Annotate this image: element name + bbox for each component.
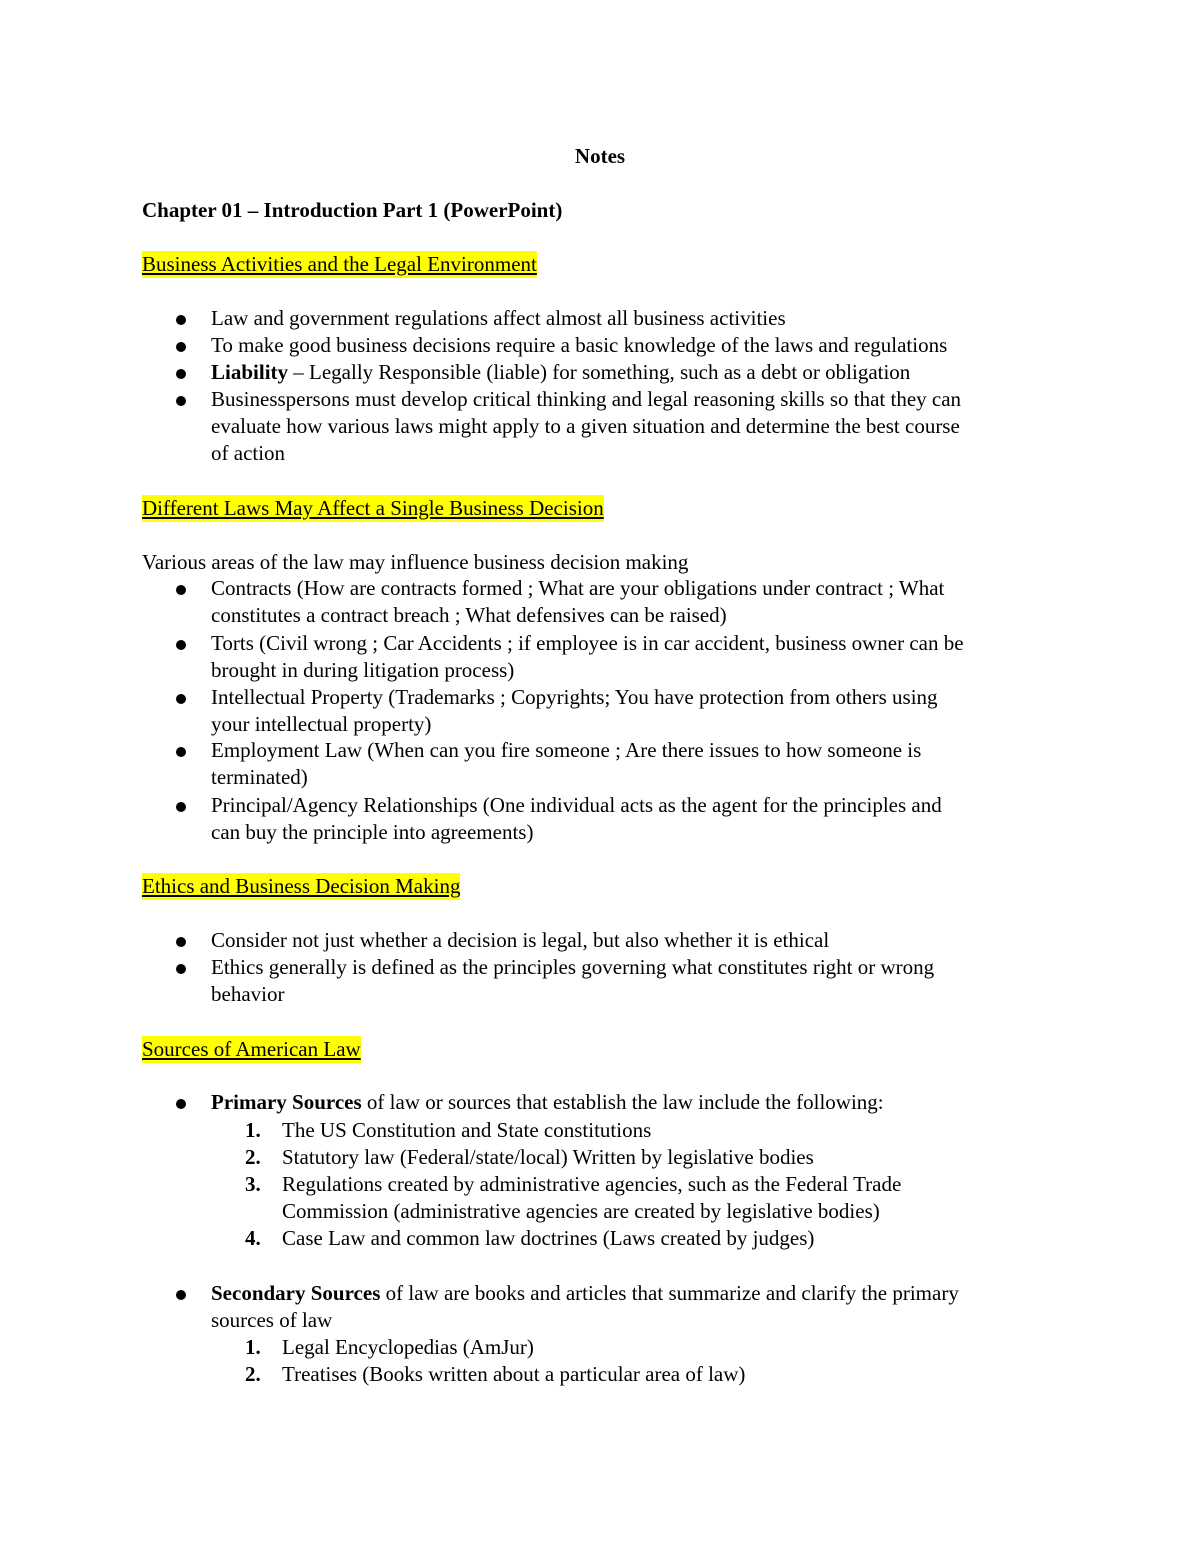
secondary-sources-text: of law are books and articles that summarize and clarify the primary [380, 1281, 959, 1305]
list-item-line: Businesspersons must develop critical thinking and legal reasoning skills so that they can [211, 387, 962, 411]
numbered-item: Statutory law (Federal/state/local) Written by legislative bodies [282, 1145, 814, 1169]
section-heading-ethics: Ethics and Business Decision Making [142, 874, 461, 898]
list-item-line: evaluate how various laws might apply to a given situation and determine the best course [211, 414, 960, 438]
secondary-sources-term: Secondary Sources [211, 1281, 381, 1305]
primary-sources-text: of law or sources that establish the law include the following: [361, 1090, 884, 1114]
list-item-line: your intellectual property) [211, 712, 432, 736]
list-item: Law and government regulations affect almost all business activities [211, 306, 786, 330]
list-item-line: terminated) [211, 765, 308, 789]
list-item: Consider not just whether a decision is legal, but also whether it is ethical [211, 928, 830, 952]
numbered-item: Legal Encyclopedias (AmJur) [282, 1335, 534, 1359]
list-number: 2. [245, 1145, 261, 1169]
list-item-line: Torts (Civil wrong ; Car Accidents ; if employee is in car accident, business owner can be [211, 631, 964, 655]
bullet-icon [176, 802, 186, 812]
numbered-item: Treatises (Books written about a particular area of law) [282, 1362, 746, 1386]
section-heading-business-activities: Business Activities and the Legal Environment [142, 252, 537, 276]
list-item-line: of action [211, 441, 286, 465]
list-item-line: sources of law [211, 1308, 333, 1332]
numbered-item-line: Regulations created by administrative agencies, such as the Federal Trade [282, 1172, 902, 1196]
list-item-line: Ethics generally is defined as the principles governing what constitutes right or wrong [211, 955, 935, 979]
bullet-icon [176, 315, 186, 325]
list-item-line: Principal/Agency Relationships (One individual acts as the agent for the principles and [211, 793, 942, 817]
list-item-secondary-sources [211, 1280, 959, 1307]
list-number: 3. [245, 1172, 261, 1196]
bullet-icon [176, 640, 186, 650]
bullet-icon [176, 585, 186, 595]
list-number: 4. [245, 1226, 261, 1250]
bullet-icon [176, 747, 186, 757]
list-item: To make good business decisions require a basic knowledge of the laws and regulations [211, 333, 948, 357]
document-title: Notes [574, 144, 626, 168]
bullet-icon [176, 964, 186, 974]
numbered-item: The US Constitution and State constitutions [282, 1118, 652, 1142]
bullet-icon [176, 937, 186, 947]
numbered-item-line: Commission (administrative agencies are created by legislative bodies) [282, 1199, 880, 1223]
bullet-icon [176, 342, 186, 352]
section-heading-sources: Sources of American Law [142, 1037, 361, 1061]
liability-term: Liability [211, 360, 289, 384]
bullet-icon [176, 1099, 186, 1109]
chapter-heading: Chapter 01 – Introduction Part 1 (PowerPoint) [142, 198, 563, 222]
section-heading-different-laws: Different Laws May Affect a Single Business Decision [142, 496, 604, 520]
list-item-line: Contracts (How are contracts formed ; What are your obligations under contract ; What [211, 576, 945, 600]
numbered-item: Case Law and common law doctrines (Laws created by judges) [282, 1226, 815, 1250]
list-item-line: Employment Law (When can you fire someone ; Are there issues to how someone is [211, 738, 922, 762]
list-item-line: behavior [211, 982, 285, 1006]
primary-sources-term: Primary Sources [211, 1090, 362, 1114]
list-item-primary-sources [211, 1089, 884, 1116]
liability-definition: – Legally Responsible (liable) for something, such as a debt or obligation [288, 360, 911, 384]
bullet-icon [176, 1290, 186, 1300]
section-intro: Various areas of the law may influence business decision making [142, 550, 689, 574]
list-item-line: can buy the principle into agreements) [211, 820, 534, 844]
bullet-icon [176, 369, 186, 379]
list-item-liability [211, 359, 910, 386]
list-number: 1. [245, 1335, 261, 1359]
list-number: 1. [245, 1118, 261, 1142]
bullet-icon [176, 396, 186, 406]
list-number: 2. [245, 1362, 261, 1386]
list-item-line: constitutes a contract breach ; What defensives can be raised) [211, 603, 727, 627]
list-item-line: brought in during litigation process) [211, 658, 515, 682]
list-item-line: Intellectual Property (Trademarks ; Copyrights; You have protection from others using [211, 685, 938, 709]
bullet-icon [176, 694, 186, 704]
